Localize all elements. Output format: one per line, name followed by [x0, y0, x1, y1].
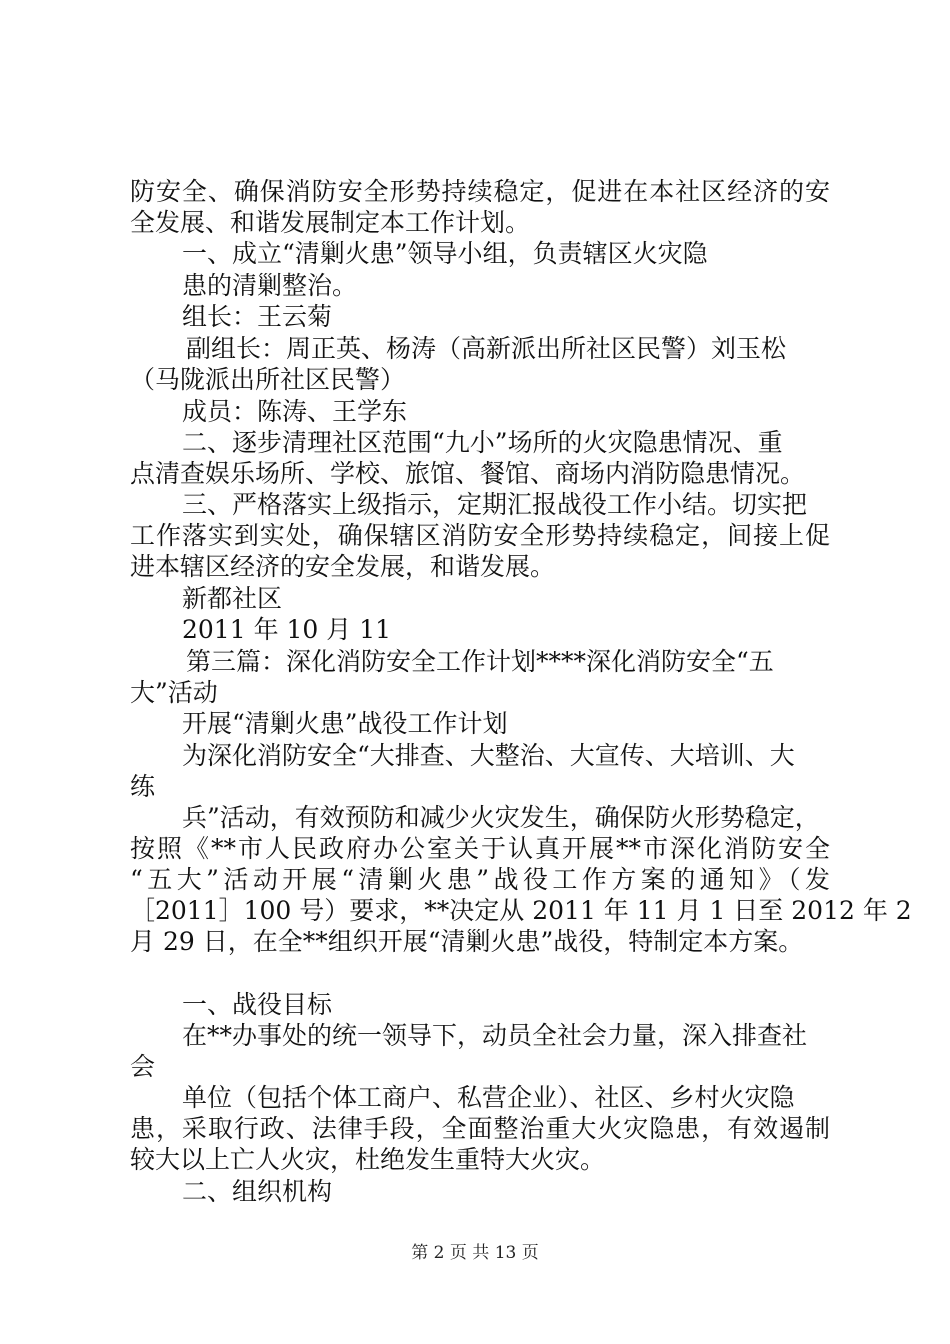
paragraph-line: 患，采取行政、法律手段，全面整治重大火灾隐患，有效遏制: [130, 1114, 830, 1143]
paragraph-line: 一、战役目标: [182, 990, 333, 1019]
paragraph-line: 在**办事处的统一领导下，动员全社会力量，深入排查社: [182, 1021, 808, 1050]
paragraph-line: 工作落实到实处，确保辖区消防安全形势持续稳定，间接上促: [130, 521, 830, 550]
paragraph-line: 成员：陈涛、王学东: [182, 397, 408, 426]
paragraph-line: 全发展、和谐发展制定本工作计划。: [130, 208, 531, 237]
paragraph-line: 防安全、确保消防安全形势持续稳定，促进在本社区经济的安: [130, 177, 830, 206]
paragraph-line: 三、严格落实上级指示，定期汇报战役工作小结。切实把: [182, 490, 808, 519]
paragraph-line: 兵”活动，有效预防和减少火灾发生，确保防火形势稳定，: [182, 803, 820, 832]
paragraph-line: “五大”活动开展“清剿火患”战役工作方案的通知》（发: [130, 865, 830, 894]
paragraph-line: 会: [130, 1052, 156, 1081]
paragraph-line: 组长：王云菊: [182, 302, 333, 331]
paragraph-line: ［2011］100 号）要求，**决定从 2011 年 11 月 1 日至 2012 年 2: [130, 896, 912, 925]
page-number-footer: 第 2 页 共 13 页: [411, 1243, 539, 1263]
paragraph-line: 按照《**市人民政府办公室关于认真开展**市深化消防安全: [130, 834, 830, 863]
paragraph-line: 练: [130, 772, 156, 801]
paragraph-line: （马陇派出所社区民警）: [130, 365, 406, 394]
paragraph-line: 二、组织机构: [182, 1177, 333, 1206]
paragraph-line: 开展“清剿火患”战役工作计划: [182, 709, 508, 738]
paragraph-line: 副组长：周正英、杨涛（高新派出所社区民警）刘玉松: [186, 334, 787, 363]
paragraph-line: 月 29 日，在全**组织开展“清剿火患”战役，特制定本方案。: [130, 927, 804, 956]
paragraph-line: 新都社区: [182, 584, 283, 613]
paragraph-line: 进本辖区经济的安全发展，和谐发展。: [130, 552, 556, 581]
paragraph-line: 单位（包括个体工商户、私营企业）、社区、乡村火灾隐: [182, 1083, 795, 1112]
paragraph-line: 一、成立“清剿火患”领导小组，负责辖区火灾隐: [182, 239, 708, 268]
paragraph-line: 点清查娱乐场所、学校、旅馆、餐馆、商场内消防隐患情况。: [130, 459, 806, 488]
paragraph-line: 2011 年 10 月 11: [182, 615, 392, 644]
paragraph-line: 二、逐步清理社区范围“九小”场所的火灾隐患情况、重: [182, 428, 783, 457]
paragraph-line: 第三篇：深化消防安全工作计划****深化消防安全“五: [186, 647, 774, 676]
paragraph-line: 为深化消防安全“大排查、大整治、大宣传、大培训、大: [182, 741, 795, 770]
paragraph-line: 患的清剿整治。: [182, 271, 358, 300]
paragraph-line: 较大以上亡人火灾，杜绝发生重特大火灾。: [130, 1145, 606, 1174]
paragraph-line: 大”活动: [130, 678, 218, 707]
